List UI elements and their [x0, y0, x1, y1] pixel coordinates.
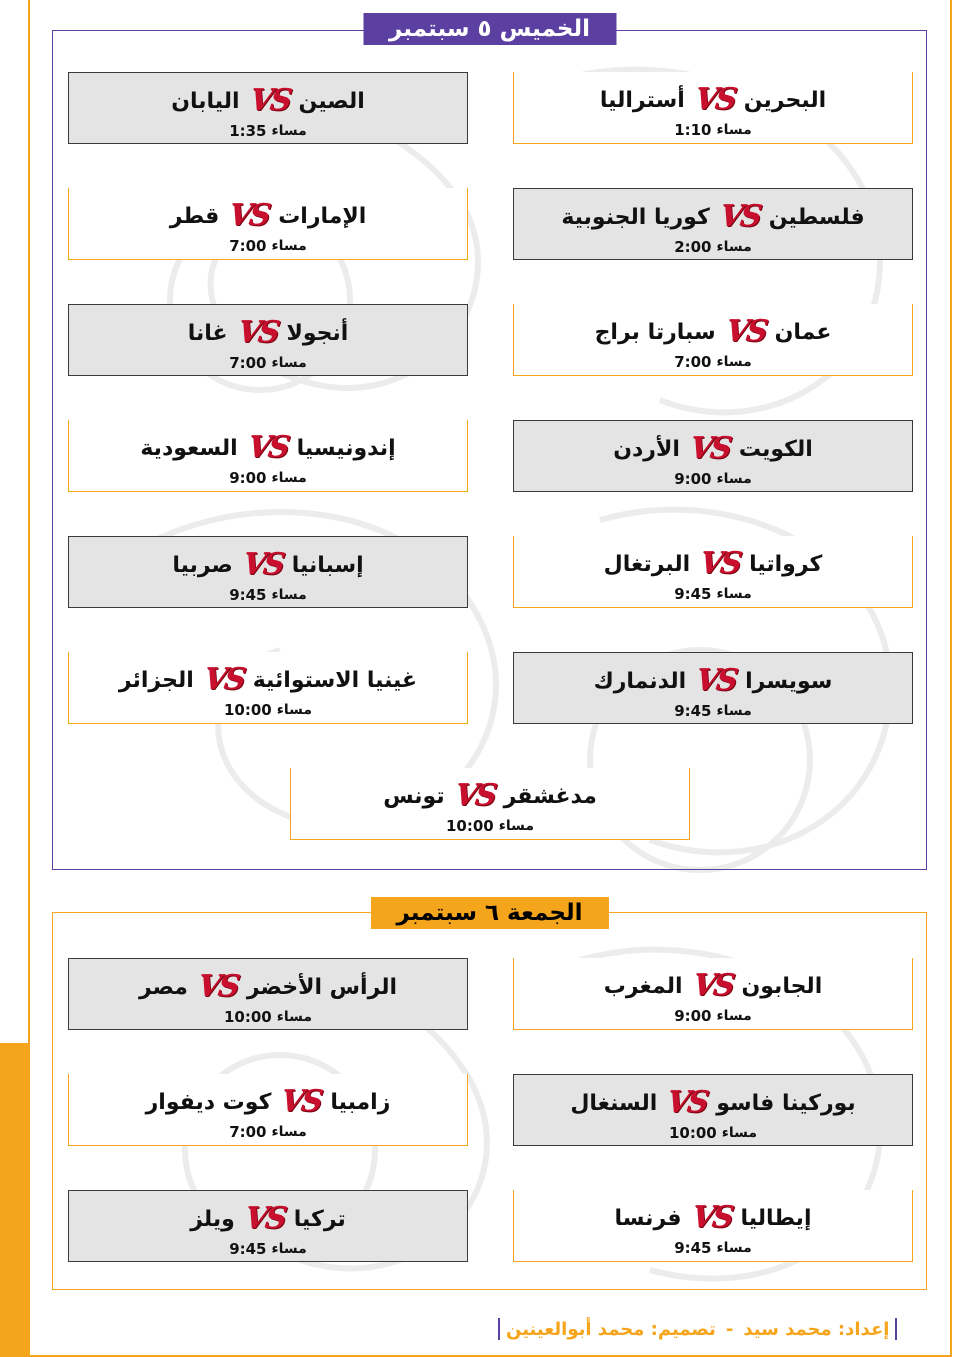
page-frame-left	[28, 0, 30, 1357]
match-card	[68, 188, 468, 260]
team-home: كوت ديفوار	[145, 1089, 272, 1115]
match-card	[68, 304, 468, 376]
team-home: مصر	[138, 974, 188, 1000]
match-time: 9:45	[674, 702, 712, 720]
match-time: 9:45	[229, 1240, 267, 1258]
vs-icon: VS	[693, 663, 738, 698]
vs-icon: VS	[689, 1200, 734, 1235]
vs-icon: VS	[717, 199, 762, 234]
match-card	[68, 1074, 468, 1146]
team-away: عمان	[774, 319, 832, 345]
team-away: الإمارات	[278, 203, 367, 229]
match-card	[513, 1190, 913, 1262]
match-card	[513, 72, 913, 144]
match-time: 10:00	[445, 817, 494, 835]
team-home: فرنسا	[614, 1205, 682, 1231]
team-away: بوركينا فاسو	[716, 1090, 856, 1116]
team-away: غينيا الاستوائية	[252, 667, 418, 693]
match-card	[68, 652, 468, 724]
vs-icon: VS	[242, 1201, 287, 1236]
team-away: مدغشقر	[503, 783, 597, 809]
match-time: 10:00	[223, 701, 272, 719]
match-period: مساء	[271, 1124, 307, 1140]
team-away: تركيا	[293, 1206, 346, 1232]
team-away: سويسرا	[745, 668, 833, 694]
match-period: مساء	[271, 238, 307, 254]
match-period: مساء	[271, 1241, 307, 1257]
match-time: 9:00	[229, 469, 267, 487]
team-home: غانا	[187, 320, 228, 346]
team-away: إندونيسيا	[296, 435, 396, 461]
day-title: الجمعة ٦ سبتمبر	[370, 897, 608, 929]
match-period: مساء	[716, 354, 752, 370]
vs-icon: VS	[723, 314, 768, 349]
match-time: 7:00	[674, 353, 712, 371]
credits-divider	[498, 1318, 500, 1340]
match-time: 7:00	[229, 237, 267, 255]
team-home: البرتغال	[603, 551, 691, 577]
match-card	[68, 420, 468, 492]
team-home: المغرب	[603, 973, 683, 999]
team-home: الأردن	[613, 436, 680, 462]
team-home: اليابان	[171, 88, 240, 114]
team-away: البحرين	[743, 87, 827, 113]
match-period: مساء	[271, 355, 307, 371]
match-period: مساء	[276, 702, 313, 718]
match-time: 9:45	[674, 585, 712, 603]
match-period: مساء	[271, 587, 307, 603]
team-away: إسبانيا	[291, 552, 364, 578]
match-card	[513, 958, 913, 1030]
match-card	[513, 304, 913, 376]
side-accent-bar	[0, 1043, 28, 1357]
team-home: أستراليا	[599, 87, 685, 113]
credits-prepared: إعداد: محمد سيد	[743, 1318, 890, 1340]
vs-icon: VS	[452, 778, 497, 813]
team-away: أنجولا	[286, 320, 349, 346]
team-away: فلسطين	[768, 204, 865, 230]
team-home: قطر	[169, 203, 220, 229]
match-period: مساء	[721, 1125, 758, 1141]
match-card	[290, 768, 690, 840]
credits-divider	[895, 1318, 897, 1340]
match-period: مساء	[716, 239, 752, 255]
match-card	[513, 536, 913, 608]
team-home: صربيا	[172, 552, 233, 578]
match-card	[513, 420, 913, 492]
match-period: مساء	[498, 818, 535, 834]
team-home: ويلز	[190, 1206, 235, 1232]
match-time: 9:45	[674, 1239, 712, 1257]
match-time: 10:00	[668, 1124, 717, 1142]
match-period: مساء	[716, 471, 752, 487]
match-period: مساء	[271, 470, 307, 486]
match-time: 1:35	[229, 122, 267, 140]
match-period: مساء	[716, 703, 752, 719]
match-card	[68, 958, 468, 1030]
vs-icon: VS	[690, 968, 735, 1003]
team-home: الجزائر	[118, 667, 194, 693]
team-home: السنغال	[570, 1090, 658, 1116]
team-away: الجابون	[741, 973, 823, 999]
team-away: الكويت	[738, 436, 813, 462]
vs-icon: VS	[235, 315, 279, 350]
vs-icon: VS	[692, 82, 737, 117]
vs-icon: VS	[697, 546, 742, 581]
team-home: تونس	[383, 783, 445, 809]
match-time: 9:00	[674, 1007, 712, 1025]
vs-icon: VS	[201, 662, 246, 697]
match-time: 9:00	[674, 470, 712, 488]
day-title: الخميس ٥ سبتمبر	[363, 13, 616, 45]
team-home: كوريا الجنوبية	[561, 204, 710, 230]
match-card	[513, 1074, 913, 1146]
match-period: مساء	[716, 586, 752, 602]
match-card	[513, 652, 913, 724]
vs-icon: VS	[664, 1085, 709, 1120]
match-time: 7:00	[229, 354, 267, 372]
match-time: 10:00	[223, 1008, 272, 1026]
credits-design: تصميم: محمد أبوالعينين	[506, 1318, 716, 1340]
vs-icon: VS	[247, 83, 292, 118]
page-frame-right	[950, 0, 952, 1357]
team-home: الدنمارك	[593, 668, 687, 694]
team-away: كرواتيا	[749, 551, 823, 577]
match-card	[68, 1190, 468, 1262]
vs-icon: VS	[278, 1084, 323, 1119]
vs-icon: VS	[195, 969, 240, 1004]
team-away: الرأس الأخضر	[246, 974, 398, 1000]
match-time: 7:00	[229, 1123, 267, 1141]
team-away: الصين	[298, 88, 365, 114]
match-period: مساء	[716, 122, 752, 138]
team-away: زامبيا	[330, 1089, 391, 1115]
vs-icon: VS	[226, 198, 271, 233]
match-time: 2:00	[674, 238, 712, 256]
match-card	[68, 72, 468, 144]
match-period: مساء	[276, 1009, 313, 1025]
credits-line	[498, 1314, 926, 1344]
credits-separator: -	[725, 1318, 734, 1340]
team-home: سبارتا براج	[594, 319, 716, 345]
match-period: مساء	[716, 1240, 752, 1256]
match-time: 9:45	[229, 586, 267, 604]
match-card	[68, 536, 468, 608]
match-period: مساء	[716, 1008, 752, 1024]
vs-icon: VS	[687, 431, 732, 466]
team-home: السعودية	[140, 435, 238, 461]
vs-icon: VS	[245, 430, 290, 465]
match-card	[513, 188, 913, 260]
match-period: مساء	[271, 123, 307, 139]
match-time: 1:10	[674, 121, 712, 139]
team-away: إيطاليا	[740, 1205, 812, 1231]
vs-icon: VS	[240, 547, 285, 582]
